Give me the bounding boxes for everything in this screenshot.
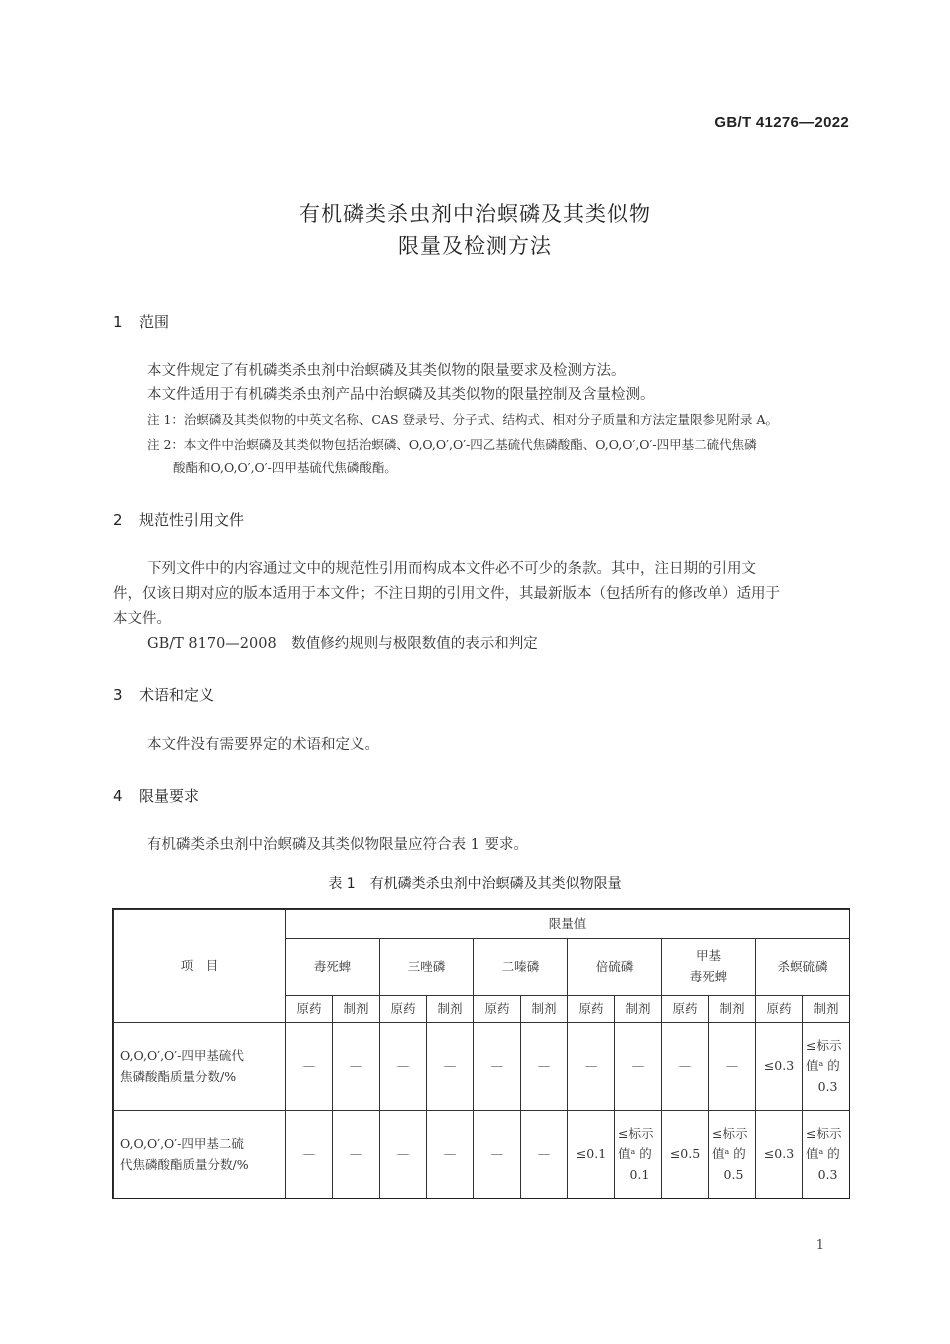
limit-cell	[803, 1111, 850, 1199]
limit-cell-line: ≤标示	[806, 1125, 842, 1141]
sub-header-formulation: 制剂	[521, 996, 568, 1023]
limit-cell	[615, 1111, 662, 1199]
compound-header: 三唑磷	[380, 939, 474, 996]
scope-note-2-line1: 注 2：本文件中治螟磷及其类似物包括治螟磷、O,O,O′,O′-四乙基硫代焦磷酸酯、O,O,O′,O′-四甲基二硫代焦磷	[147, 437, 757, 452]
limit-cell-line: ≤标示	[712, 1125, 748, 1141]
compound-header: 倍硫磷	[568, 939, 662, 996]
table-caption: 表 1 有机磷类杀虫剂中治螟磷及其类似物限量	[328, 876, 622, 892]
sub-header-formulation: 制剂	[803, 996, 850, 1023]
section-number: 1	[113, 313, 123, 331]
compound-header-line2: 毒死蜱	[689, 969, 728, 984]
limit-cell: —	[427, 1111, 474, 1199]
scope-paragraph-2: 本文件适用于有机磷类杀虫剂产品中治螟磷及其类似物的限量控制及含量检测。	[147, 387, 655, 403]
sub-header-formulation: 制剂	[615, 996, 662, 1023]
limit-value-header: 限量值	[286, 910, 850, 939]
section-title: 范围	[139, 313, 170, 331]
sub-header-technical: 原药	[286, 996, 333, 1023]
sub-header-technical: 原药	[662, 996, 709, 1023]
limit-cell: —	[286, 1111, 333, 1199]
item-line1: O,O,O′,O′-四甲基硫代	[120, 1047, 244, 1063]
item-header: 项 目	[114, 910, 286, 1023]
section-title: 限量要求	[139, 787, 200, 805]
limit-cell-line: 值ᵃ 的	[618, 1146, 652, 1162]
limit-cell: —	[521, 1023, 568, 1111]
limit-cell-line: ≤标示	[618, 1125, 654, 1141]
limit-cell: —	[286, 1023, 333, 1111]
limit-cell: —	[333, 1111, 380, 1199]
normative-paragraph-line3: 本文件。	[113, 611, 171, 627]
sub-header-formulation: 制剂	[427, 996, 474, 1023]
scope-paragraph-1: 本文件规定了有机磷类杀虫剂中治螟磷及其类似物的限量要求及检测方法。	[147, 363, 626, 379]
limit-cell: —	[474, 1111, 521, 1199]
limit-cell: ≤0.1	[568, 1111, 615, 1199]
limit-cell: —	[474, 1023, 521, 1111]
sub-header-technical: 原药	[474, 996, 521, 1023]
limit-cell: —	[568, 1023, 615, 1111]
scope-note-2-line2: 酸酯和O,O,O′,O′-四甲基硫代焦磷酸酯。	[173, 460, 397, 475]
section-title: 术语和定义	[139, 686, 215, 704]
terms-paragraph: 本文件没有需要界定的术语和定义。	[147, 737, 379, 753]
limit-cell: —	[380, 1111, 427, 1199]
limit-cell	[803, 1023, 850, 1111]
compound-header: 毒死蜱	[286, 939, 380, 996]
limit-cell: —	[662, 1023, 709, 1111]
item-line2: 焦磷酸酯质量分数/%	[120, 1068, 237, 1084]
limit-cell-line: ≤标示	[806, 1037, 842, 1053]
sub-header-technical: 原药	[380, 996, 427, 1023]
sub-header-technical: 原药	[568, 996, 615, 1023]
section-title: 规范性引用文件	[139, 511, 245, 529]
compound-header: 二嗪磷	[474, 939, 568, 996]
limit-cell	[709, 1111, 756, 1199]
section-1-heading	[113, 311, 169, 332]
section-3-heading	[113, 684, 214, 705]
limit-cell-line: 0.1	[629, 1166, 650, 1182]
limit-cell: —	[615, 1023, 662, 1111]
sub-header-formulation: 制剂	[333, 996, 380, 1023]
page-number: 1	[815, 1238, 824, 1253]
limit-cell-line: 值ᵃ 的	[806, 1058, 840, 1074]
item-line1: O,O,O′,O′-四甲基二硫	[120, 1135, 244, 1151]
limit-cell-line: 值ᵃ 的	[806, 1146, 840, 1162]
section-number: 4	[113, 787, 123, 805]
normative-reference: GB/T 8170—2008 数值修约规则与极限数值的表示和判定	[147, 636, 538, 652]
compound-header-line1: 甲基	[695, 948, 721, 964]
document-title-line2: 限量及检测方法	[398, 234, 552, 258]
limit-cell-line: 0.3	[817, 1166, 838, 1182]
section-number: 2	[113, 511, 123, 529]
item-line2: 代焦磷酸酯质量分数/%	[120, 1156, 249, 1172]
limit-cell: —	[333, 1023, 380, 1111]
compound-header: 杀螟硫磷	[756, 939, 850, 996]
section-2-heading	[113, 509, 244, 530]
scope-note-1: 注 1：治螟磷及其类似物的中英文名称、CAS 登录号、分子式、结构式、相对分子质量和方法定量限参见附录 A。	[147, 412, 779, 427]
table-row	[114, 1111, 850, 1199]
limit-cell: —	[709, 1023, 756, 1111]
limit-cell: —	[380, 1023, 427, 1111]
item-cell	[114, 1111, 286, 1199]
section-number: 3	[113, 686, 123, 704]
standard-code: GB/T 41276—2022	[714, 114, 849, 131]
limits-table	[113, 909, 850, 1199]
sub-header-formulation: 制剂	[709, 996, 756, 1023]
limit-cell: —	[521, 1111, 568, 1199]
normative-paragraph-line2: 件，仅该日期对应的版本适用于本文件；不注日期的引用文件，其最新版本（包括所有的修改单）适用于	[113, 586, 780, 602]
limit-cell: ≤0.3	[756, 1023, 803, 1111]
item-cell	[114, 1023, 286, 1111]
limit-cell: ≤0.5	[662, 1111, 709, 1199]
limit-cell-line: 值ᵃ 的	[712, 1146, 746, 1162]
limit-cell: ≤0.3	[756, 1111, 803, 1199]
section-4-heading	[113, 785, 199, 806]
sub-header-technical: 原药	[756, 996, 803, 1023]
table-row	[114, 1023, 850, 1111]
limits-paragraph: 有机磷类杀虫剂中治螟磷及其类似物限量应符合表 1 要求。	[147, 837, 528, 853]
normative-paragraph-line1: 下列文件中的内容通过文中的规范性引用而构成本文件必不可少的条款。其中，注日期的引用文	[147, 561, 756, 577]
limit-cell-line: 0.3	[817, 1078, 838, 1094]
limit-cell: —	[427, 1023, 474, 1111]
document-title-line1: 有机磷类杀虫剂中治螟磷及其类似物	[299, 202, 651, 226]
compound-header	[662, 939, 756, 996]
limit-cell-line: 0.5	[723, 1166, 744, 1182]
